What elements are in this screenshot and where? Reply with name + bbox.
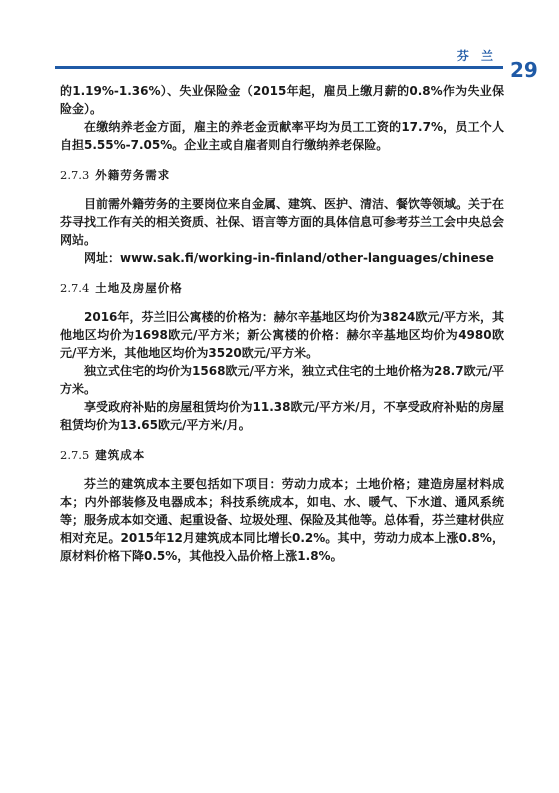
section-title: 外籍劳务需求	[95, 168, 171, 182]
paragraph: 享受政府补贴的房屋租赁均价为11.38欧元/平方米/月，不享受政府补贴的房屋租赁均价为13.65欧元/平方米/月。	[60, 400, 504, 432]
paragraph: 目前需外籍劳务的主要岗位来自金属、建筑、医护、清洁、餐饮等领域。关于在芬寻找工作有关的相关资质、社保、语言等方面的具体信息可参考芬兰工会中央总会网站。	[60, 197, 505, 247]
section-number: 2.7.4	[60, 281, 90, 295]
section-number: 2.7.5	[60, 448, 90, 462]
section-heading-2-7-4	[60, 280, 504, 296]
paragraph: 在缴纳养老金方面，雇主的养老金贡献率平均为员工工资的17.7%，员工个人自担5.55%-7.05%。企业主或自雇者则自行缴纳养老保险。	[60, 120, 504, 152]
paragraph: 芬兰的建筑成本主要包括如下项目：劳动力成本；土地价格；建造房屋材料成本；内外部装修及电器成本；科技系统成本，如电、水、暖气、下水道、通风系统等；服务成本如交通、起重设备、垃圾处理、保险及其他等。总体看，芬兰建材供应相对充足。2015年12月建筑成本同比增长0.2%。其中，劳动力成本上涨0.8%，原材料价格下降0.5%，其他投入品价格上涨1.8%。	[60, 477, 505, 563]
header-country: 芬 兰	[456, 49, 497, 63]
section-number: 2.7.3	[60, 168, 90, 182]
website-link[interactable]: 网址：www.sak.fi/working-in-finland/other-languages/chinese	[84, 251, 494, 265]
paragraph: 的1.19%-1.36%）、失业保险金（2015年起，雇员上缴月薪的0.8%作为失业保险金）。	[60, 84, 504, 116]
section-title: 建筑成本	[95, 448, 146, 462]
page-body	[60, 82, 504, 565]
paragraph: 独立式住宅的均价为1568欧元/平方米，独立式住宅的土地价格为28.7欧元/平方米。	[60, 364, 504, 396]
paragraph: 2016年，芬兰旧公寓楼的价格为：赫尔辛基地区均价为3824欧元/平方米，其他地区均价为1698欧元/平方米；新公寓楼的价格：赫尔辛基地区均价为4980欧元/平方米，其他地区均价为3520欧元/平方米。	[60, 310, 504, 360]
section-heading-2-7-3	[60, 167, 504, 183]
section-title: 土地及房屋价格	[95, 281, 183, 295]
page-number: 29	[510, 58, 538, 82]
section-heading-2-7-5	[60, 447, 504, 463]
header-rule	[55, 66, 503, 69]
